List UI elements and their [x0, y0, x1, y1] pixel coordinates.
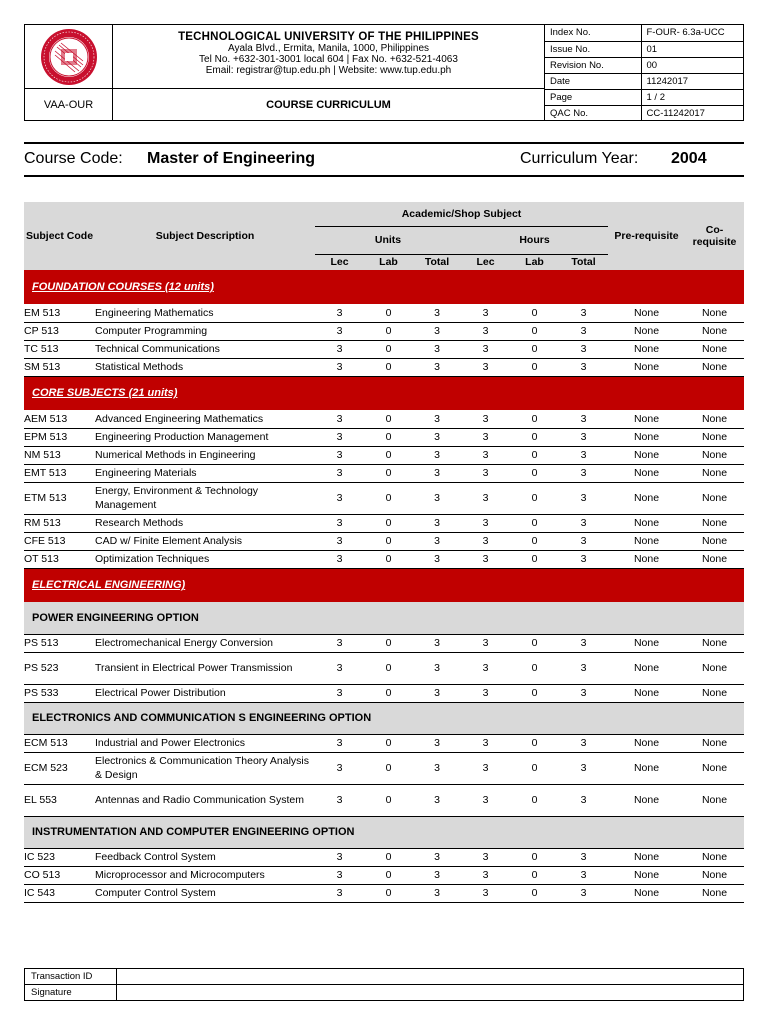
subject-hours-lab: 0 — [510, 410, 559, 428]
subject-description: Electrical Power Distribution — [95, 684, 315, 702]
subject-hours-lab: 0 — [510, 514, 559, 532]
subject-hours-lab: 0 — [510, 340, 559, 358]
subject-hours-total: 3 — [559, 322, 608, 340]
subject-hours-total: 3 — [559, 684, 608, 702]
subject-units-lab: 0 — [364, 446, 413, 464]
subject-row — [24, 322, 744, 340]
subject-description: Advanced Engineering Mathematics — [95, 410, 315, 428]
subject-units-lec: 3 — [315, 752, 364, 784]
subject-hours-total: 3 — [559, 304, 608, 322]
subject-description: Engineering Production Management — [95, 428, 315, 446]
subject-hours-lab: 0 — [510, 784, 559, 816]
subject-hours-lec: 3 — [461, 684, 510, 702]
document-header — [24, 24, 744, 121]
meta-label: QAC No. — [545, 105, 641, 121]
transaction-id-field[interactable] — [117, 969, 744, 985]
subject-prerequisite: None — [608, 482, 685, 514]
section-header — [24, 568, 744, 602]
meta-label: Page — [545, 89, 641, 105]
subject-hours-lab: 0 — [510, 866, 559, 884]
subject-units-lec: 3 — [315, 734, 364, 752]
subject-units-lab: 0 — [364, 866, 413, 884]
subject-hours-lec: 3 — [461, 532, 510, 550]
subject-units-lec: 3 — [315, 322, 364, 340]
course-bar — [24, 142, 744, 177]
curriculum-year-value: 2004 — [671, 150, 707, 167]
subject-units-lec: 3 — [315, 550, 364, 568]
subject-hours-lab: 0 — [510, 634, 559, 652]
subject-units-lec: 3 — [315, 340, 364, 358]
meta-value: 1 / 2 — [641, 89, 744, 105]
subject-hours-total: 3 — [559, 446, 608, 464]
subject-units-lec: 3 — [315, 464, 364, 482]
subject-hours-total: 3 — [559, 866, 608, 884]
section-title: ELECTRONICS AND COMMUNICATION S ENGINEERING OPTION — [24, 702, 744, 734]
subject-hours-lec: 3 — [461, 514, 510, 532]
university-name: TECHNOLOGICAL UNIVERSITY OF THE PHILIPPINES — [178, 31, 479, 43]
subject-description: Statistical Methods — [95, 358, 315, 376]
meta-label: Index No. — [545, 25, 641, 41]
subject-description: Research Methods — [95, 514, 315, 532]
header-units-total: Total — [413, 254, 461, 270]
subject-code: IC 543 — [24, 884, 95, 902]
subject-units-total: 3 — [413, 428, 461, 446]
subject-hours-lec: 3 — [461, 634, 510, 652]
subject-prerequisite: None — [608, 752, 685, 784]
subject-prerequisite: None — [608, 550, 685, 568]
subject-hours-lab: 0 — [510, 884, 559, 902]
header-prerequisite: Pre-requisite — [608, 202, 685, 270]
subject-description: Transient in Electrical Power Transmission — [95, 652, 315, 684]
subject-units-lab: 0 — [364, 684, 413, 702]
subject-hours-lab: 0 — [510, 428, 559, 446]
subject-units-total: 3 — [413, 322, 461, 340]
meta-row — [545, 89, 744, 105]
subject-description: Computer Control System — [95, 884, 315, 902]
meta-row — [545, 105, 744, 121]
subject-row — [24, 884, 744, 902]
subject-prerequisite: None — [608, 652, 685, 684]
subject-prerequisite: None — [608, 784, 685, 816]
section-header — [24, 270, 744, 304]
subject-hours-lab: 0 — [510, 684, 559, 702]
subject-units-total: 3 — [413, 652, 461, 684]
subject-row — [24, 550, 744, 568]
subject-prerequisite: None — [608, 634, 685, 652]
subject-description: Energy, Environment & Technology Management — [95, 482, 315, 514]
subject-units-lec: 3 — [315, 446, 364, 464]
subject-units-lab: 0 — [364, 532, 413, 550]
subject-code: TC 513 — [24, 340, 95, 358]
subject-hours-lec: 3 — [461, 866, 510, 884]
meta-row — [545, 57, 744, 73]
signature-field[interactable] — [117, 985, 744, 1001]
subject-code: NM 513 — [24, 446, 95, 464]
subject-description: Industrial and Power Electronics — [95, 734, 315, 752]
subject-corequisite: None — [685, 428, 744, 446]
subject-units-lec: 3 — [315, 652, 364, 684]
subject-units-lab: 0 — [364, 734, 413, 752]
subject-row — [24, 514, 744, 532]
subject-hours-lab: 0 — [510, 358, 559, 376]
subject-corequisite: None — [685, 752, 744, 784]
subject-units-total: 3 — [413, 340, 461, 358]
subject-hours-lec: 3 — [461, 734, 510, 752]
subject-hours-total: 3 — [559, 514, 608, 532]
subject-prerequisite: None — [608, 866, 685, 884]
subject-code: CFE 513 — [24, 532, 95, 550]
subject-prerequisite: None — [608, 684, 685, 702]
subject-hours-lab: 0 — [510, 752, 559, 784]
subject-row — [24, 410, 744, 428]
subject-code: ECM 513 — [24, 734, 95, 752]
meta-value: 00 — [641, 57, 744, 73]
subject-hours-lec: 3 — [461, 482, 510, 514]
subject-units-lec: 3 — [315, 884, 364, 902]
subject-hours-total: 3 — [559, 464, 608, 482]
subject-units-lec: 3 — [315, 634, 364, 652]
subject-units-total: 3 — [413, 848, 461, 866]
subject-hours-lec: 3 — [461, 358, 510, 376]
subject-prerequisite: None — [608, 464, 685, 482]
subject-units-lec: 3 — [315, 866, 364, 884]
subject-units-lec: 3 — [315, 410, 364, 428]
meta-value: 11242017 — [641, 73, 744, 89]
subject-hours-lec: 3 — [461, 752, 510, 784]
curriculum-table — [24, 202, 744, 903]
subject-units-lab: 0 — [364, 410, 413, 428]
subject-hours-lec: 3 — [461, 428, 510, 446]
document-title: COURSE CURRICULUM — [113, 89, 545, 121]
header-subject-code: Subject Code — [24, 202, 95, 270]
subject-description: Microprocessor and Microcomputers — [95, 866, 315, 884]
subject-code: SM 513 — [24, 358, 95, 376]
subject-row — [24, 532, 744, 550]
subject-hours-lab: 0 — [510, 532, 559, 550]
subject-corequisite: None — [685, 532, 744, 550]
meta-row — [545, 73, 744, 89]
header-hours-lec: Lec — [461, 254, 510, 270]
subject-units-total: 3 — [413, 532, 461, 550]
subject-units-total: 3 — [413, 464, 461, 482]
subject-hours-lec: 3 — [461, 340, 510, 358]
subject-row — [24, 482, 744, 514]
subject-row — [24, 446, 744, 464]
transaction-id-label: Transaction ID — [25, 969, 117, 985]
header-units-lec: Lec — [315, 254, 364, 270]
subject-hours-lab: 0 — [510, 322, 559, 340]
subject-units-lab: 0 — [364, 340, 413, 358]
subject-description: Engineering Materials — [95, 464, 315, 482]
meta-value: F-OUR- 6.3a-UCC — [641, 25, 744, 41]
subject-hours-lec: 3 — [461, 652, 510, 684]
subject-units-total: 3 — [413, 446, 461, 464]
header-hours-total: Total — [559, 254, 608, 270]
meta-row — [545, 25, 744, 41]
subject-code: PS 523 — [24, 652, 95, 684]
subject-corequisite: None — [685, 550, 744, 568]
subject-code: ETM 513 — [24, 482, 95, 514]
curriculum-year-label: Curriculum Year: — [520, 150, 639, 167]
subject-row — [24, 464, 744, 482]
subject-units-lab: 0 — [364, 358, 413, 376]
subject-row — [24, 358, 744, 376]
subject-code: ECM 523 — [24, 752, 95, 784]
subject-units-total: 3 — [413, 752, 461, 784]
header-units: Units — [315, 226, 461, 254]
subject-row — [24, 652, 744, 684]
subject-corequisite: None — [685, 482, 744, 514]
subject-corequisite: None — [685, 684, 744, 702]
subject-units-lab: 0 — [364, 652, 413, 684]
header-units-lab: Lab — [364, 254, 413, 270]
subject-units-lab: 0 — [364, 848, 413, 866]
subject-prerequisite: None — [608, 340, 685, 358]
subject-units-lec: 3 — [315, 514, 364, 532]
subject-row — [24, 304, 744, 322]
subject-corequisite: None — [685, 866, 744, 884]
subject-description: Numerical Methods in Engineering — [95, 446, 315, 464]
subject-description: Electronics & Communication Theory Analysis & Design — [95, 752, 315, 784]
subject-hours-total: 3 — [559, 532, 608, 550]
subject-units-lab: 0 — [364, 634, 413, 652]
subject-corequisite: None — [685, 634, 744, 652]
section-header — [24, 602, 744, 634]
subject-corequisite: None — [685, 464, 744, 482]
subject-units-lec: 3 — [315, 684, 364, 702]
subject-units-lec: 3 — [315, 482, 364, 514]
subject-corequisite: None — [685, 848, 744, 866]
subject-corequisite: None — [685, 884, 744, 902]
subject-units-lec: 3 — [315, 304, 364, 322]
subject-hours-lab: 0 — [510, 446, 559, 464]
header-subject-description: Subject Description — [95, 202, 315, 270]
subject-hours-total: 3 — [559, 482, 608, 514]
subject-units-lab: 0 — [364, 550, 413, 568]
subject-hours-lab: 0 — [510, 464, 559, 482]
subject-description: Electromechanical Energy Conversion — [95, 634, 315, 652]
subject-code: IC 523 — [24, 848, 95, 866]
meta-label: Date — [545, 73, 641, 89]
subject-hours-total: 3 — [559, 428, 608, 446]
subject-corequisite: None — [685, 340, 744, 358]
subject-prerequisite: None — [608, 322, 685, 340]
subject-hours-total: 3 — [559, 358, 608, 376]
subject-units-lec: 3 — [315, 358, 364, 376]
subject-corequisite: None — [685, 358, 744, 376]
subject-hours-total: 3 — [559, 848, 608, 866]
subject-row — [24, 428, 744, 446]
university-address: Ayala Blvd., Ermita, Manila, 1000, Philippines — [227, 43, 430, 54]
subject-code: RM 513 — [24, 514, 95, 532]
university-email-web: Email: registrar@tup.edu.ph | Website: www.tup.edu.ph — [205, 65, 452, 76]
subject-code: CP 513 — [24, 322, 95, 340]
subject-hours-lab: 0 — [510, 304, 559, 322]
meta-row — [545, 41, 744, 57]
subject-hours-total: 3 — [559, 752, 608, 784]
subject-units-lab: 0 — [364, 514, 413, 532]
section-header — [24, 816, 744, 848]
subject-corequisite: None — [685, 514, 744, 532]
subject-hours-lec: 3 — [461, 848, 510, 866]
subject-units-total: 3 — [413, 884, 461, 902]
subject-code: PS 533 — [24, 684, 95, 702]
header-hours-lab: Lab — [510, 254, 559, 270]
subject-units-lab: 0 — [364, 752, 413, 784]
subject-description: Antennas and Radio Communication System — [95, 784, 315, 816]
subject-row — [24, 340, 744, 358]
subject-hours-total: 3 — [559, 410, 608, 428]
subject-code: EM 513 — [24, 304, 95, 322]
header-corequisite: Co-requisite — [685, 202, 744, 270]
subject-row — [24, 734, 744, 752]
subject-hours-lec: 3 — [461, 550, 510, 568]
university-info — [113, 25, 545, 89]
subject-units-total: 3 — [413, 550, 461, 568]
subject-hours-total: 3 — [559, 652, 608, 684]
subject-hours-lec: 3 — [461, 464, 510, 482]
subject-hours-lec: 3 — [461, 784, 510, 816]
subject-row — [24, 848, 744, 866]
subject-units-lab: 0 — [364, 464, 413, 482]
subject-prerequisite: None — [608, 884, 685, 902]
subject-hours-lab: 0 — [510, 848, 559, 866]
subject-units-lab: 0 — [364, 304, 413, 322]
section-title: FOUNDATION COURSES (12 units) — [24, 270, 744, 304]
subject-units-lec: 3 — [315, 532, 364, 550]
subject-prerequisite: None — [608, 428, 685, 446]
subject-row — [24, 784, 744, 816]
subject-code: CO 513 — [24, 866, 95, 884]
subject-hours-lab: 0 — [510, 652, 559, 684]
subject-units-lab: 0 — [364, 482, 413, 514]
section-header — [24, 376, 744, 410]
subject-prerequisite: None — [608, 446, 685, 464]
subject-hours-lec: 3 — [461, 446, 510, 464]
subject-hours-total: 3 — [559, 734, 608, 752]
subject-code: EL 553 — [24, 784, 95, 816]
subject-units-total: 3 — [413, 634, 461, 652]
subject-hours-lab: 0 — [510, 482, 559, 514]
subject-hours-total: 3 — [559, 784, 608, 816]
subject-corequisite: None — [685, 304, 744, 322]
course-code-label: Course Code: — [24, 150, 123, 167]
subject-row — [24, 684, 744, 702]
subject-corequisite: None — [685, 734, 744, 752]
subject-corequisite: None — [685, 322, 744, 340]
subject-prerequisite: None — [608, 734, 685, 752]
section-title: CORE SUBJECTS (21 units) — [24, 376, 744, 410]
subject-code: EMT 513 — [24, 464, 95, 482]
subject-units-lab: 0 — [364, 784, 413, 816]
meta-label: Revision No. — [545, 57, 641, 73]
subject-hours-lec: 3 — [461, 884, 510, 902]
subject-description: Feedback Control System — [95, 848, 315, 866]
signature-label: Signature — [25, 985, 117, 1001]
subject-row — [24, 752, 744, 784]
meta-label: Issue No. — [545, 41, 641, 57]
subject-hours-lab: 0 — [510, 734, 559, 752]
subject-description: Engineering Mathematics — [95, 304, 315, 322]
subject-units-total: 3 — [413, 358, 461, 376]
subject-row — [24, 866, 744, 884]
subject-code: EPM 513 — [24, 428, 95, 446]
subject-corequisite: None — [685, 446, 744, 464]
subject-description: Optimization Techniques — [95, 550, 315, 568]
subject-corequisite: None — [685, 410, 744, 428]
subject-prerequisite: None — [608, 532, 685, 550]
subject-units-total: 3 — [413, 482, 461, 514]
section-title: INSTRUMENTATION AND COMPUTER ENGINEERING OPTION — [24, 816, 744, 848]
subject-units-total: 3 — [413, 304, 461, 322]
subject-units-lab: 0 — [364, 322, 413, 340]
subject-units-total: 3 — [413, 514, 461, 532]
subject-description: Computer Programming — [95, 322, 315, 340]
subject-corequisite: None — [685, 784, 744, 816]
subject-hours-total: 3 — [559, 340, 608, 358]
subject-units-total: 3 — [413, 784, 461, 816]
subject-units-total: 3 — [413, 410, 461, 428]
subject-units-lec: 3 — [315, 784, 364, 816]
subject-code: OT 513 — [24, 550, 95, 568]
university-contact: Tel No. +632-301-3001 local 604 | Fax No. +632-521-4063 — [199, 54, 458, 65]
subject-units-total: 3 — [413, 866, 461, 884]
subject-hours-total: 3 — [559, 884, 608, 902]
course-code-value: Master of Engineering — [147, 150, 316, 167]
subject-prerequisite: None — [608, 848, 685, 866]
subject-units-lab: 0 — [364, 428, 413, 446]
subject-prerequisite: None — [608, 358, 685, 376]
subject-corequisite: None — [685, 652, 744, 684]
subject-prerequisite: None — [608, 410, 685, 428]
subject-units-total: 3 — [413, 734, 461, 752]
subject-units-lec: 3 — [315, 428, 364, 446]
subject-hours-lec: 3 — [461, 322, 510, 340]
office-code: VAA-OUR — [25, 89, 113, 121]
subject-description: Technical Communications — [95, 340, 315, 358]
subject-hours-total: 3 — [559, 634, 608, 652]
header-hours: Hours — [461, 226, 608, 254]
document-meta-table — [545, 25, 744, 121]
subject-hours-lab: 0 — [510, 550, 559, 568]
section-header — [24, 702, 744, 734]
subject-hours-lec: 3 — [461, 410, 510, 428]
subject-hours-total: 3 — [559, 550, 608, 568]
subject-description: CAD w/ Finite Element Analysis — [95, 532, 315, 550]
section-title: POWER ENGINEERING OPTION — [24, 602, 744, 634]
subject-units-total: 3 — [413, 684, 461, 702]
subject-code: PS 513 — [24, 634, 95, 652]
subject-hours-lec: 3 — [461, 304, 510, 322]
subject-row — [24, 634, 744, 652]
meta-value: CC-11242017 — [646, 107, 705, 119]
subject-units-lec: 3 — [315, 848, 364, 866]
header-academic-shop: Academic/Shop Subject — [315, 202, 608, 226]
subject-prerequisite: None — [608, 304, 685, 322]
meta-value: 01 — [641, 41, 744, 57]
subject-prerequisite: None — [608, 514, 685, 532]
university-seal-icon — [25, 25, 113, 89]
subject-code: AEM 513 — [24, 410, 95, 428]
footer-table — [24, 968, 744, 1001]
section-title: ELECTRICAL ENGINEERING) — [24, 568, 744, 602]
subject-units-lab: 0 — [364, 884, 413, 902]
logo-cell — [25, 25, 113, 89]
